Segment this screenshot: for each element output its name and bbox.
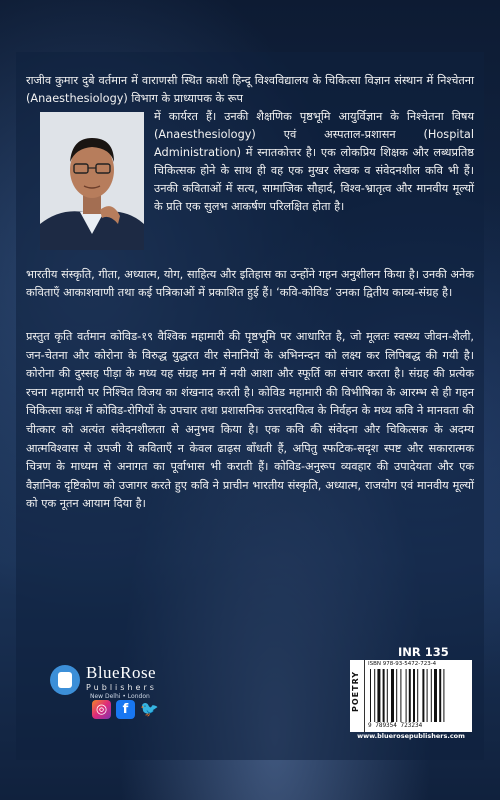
barcode-bar [443,669,444,722]
barcode-bar [439,669,441,722]
publisher-logo-icon [50,665,80,695]
barcode-bar [383,669,385,722]
publisher-logo [50,665,180,699]
author-bio-top: राजीव कुमार दुबे वर्तमान में वाराणसी स्थित काशी हिन्दू विश्वविद्यालय के चिकित्सा विज्ञान संस्थान में निश्चेतना (Anaesthesiology) विभाग के प्राध्यापक के रूप [26,74,474,105]
barcode-box [350,660,472,732]
isbn-text: ISBN 978-93-5472-723-4 [368,661,437,667]
barcode-bar [434,669,437,722]
author-photo-row [26,108,474,266]
author-photo [40,112,144,250]
publisher-website: www.bluerosepublishers.com [357,732,465,740]
barcode-bar [377,669,380,722]
book-description: प्रस्तुत कृति वर्तमान कोविड-१९ वैश्विक महामारी की पृष्ठभूमि पर आधारित है, जो मूलतः स्वस्थ्य जीवन-शैली, जन-चेतना और कोरोना के विरुद्ध युद्धरत वीर सेनानियों के अभिनन्दन को लक्ष्य कर लिपिबद्ध की गयी है। कोरोना की दुस्सह पीड़ा के मध्य यह संग्रह मन में नयी आशा और स्फूर्ति का संचार करता है। संग्रह की प्रत्येक रचना महामारी पर निश्चित विजय का शंखनाद करती है। कोविड महामारी की विभीषिका के आरम्भ से ही गहन चिकित्सा कक्ष में कोविड-रोगियों के उपचार तथा प्रशासनिक उत्तरदायित्व के निर्वहन के मध्य कवि ने मानवता की चीत्कार को अत्यंत संवेदनशीलता से अनुभव किया है। एक कवि की संवेदना और चिकित्सक के अदम्य आत्मविश्वास से उपजी ये कविताएँ न केवल ढाढ़स बाँधती हैं, अपितु स्फटिक-सदृश स्पष्ट और सकारात्मक चित्रण के माध्यम से अनागत का पूर्वाभास भी कराती हैं। कोविड-अनुरूप व्यवहार की उपादेयता और एक वैज्ञानिक दृष्टिकोण को उजागर करते हुए कवि ने प्राचीन भारतीय संस्कृति, अध्यात्म, राजयोग एवं मानवीय मूल्यों को एक नूतन आयाम दिया है। [26,330,474,511]
publisher-name: BlueRose [86,663,157,682]
facebook-icon[interactable]: f [116,700,135,719]
barcode-bar [409,669,411,722]
barcode-bar [387,669,388,722]
barcode-bar [413,669,415,722]
barcode-bar [370,669,371,722]
author-bio-bottom: भारतीय संस्कृति, गीता, अध्यात्म, योग, साहित्य और इतिहास का उन्होंने गहन अनुशीलन किया है। उनकी अनेक कविताएँ आकाशवाणी तथा कई पत्रिकाओं में प्रकाशित हुई हैं। ‘कवि-कोविड’ उनका द्वितीय काव्य-संग्रह है। [26,268,474,299]
barcode [368,669,468,722]
barcode-digits: 9 789354 723234 [368,722,423,729]
twitter-icon[interactable]: 🐦 [140,700,159,718]
publisher-cities: New Delhi • London [90,693,150,700]
barcode-bar [417,669,418,722]
instagram-icon[interactable]: ◎ [92,700,111,719]
genre-text: POETRY [351,670,360,712]
barcode-bar [431,669,432,722]
publisher-subtitle: Publishers [86,683,157,692]
barcode-bar [396,669,397,722]
barcode-bar [406,669,407,722]
social-icons [92,700,159,719]
price-label: INR 135 [398,645,449,659]
barcode-bar [374,669,375,722]
barcode-bar [391,669,394,722]
author-bio-side: में कार्यरत हैं। उनकी शैक्षणिक पृष्ठभूमि आयुर्विज्ञान के निश्चेतना विषय (Anaesthesiology) एवं अस्पताल-प्रशासन (Hospital Administration) में स्नातकोत्तर है। एक लोकप्रिय शिक्षक और लब्धप्रतिष्ठ चिकित्सक होने के साथ ही वह एक मुखर लेखक व संवेदनशील कवि भी हैं। उनकी कविताओं में सत्य, सामाजिक सौहार्द, विश्व-भ्रातृत्व और मानवीय मूल्यों के प्रति एक सुलभ आकर्षण परिलक्षित होता है। [154,110,474,213]
author-bio [26,72,474,302]
barcode-bar [427,669,428,722]
barcode-bar [422,669,424,722]
barcode-bar [400,669,401,722]
genre-label [350,660,365,732]
